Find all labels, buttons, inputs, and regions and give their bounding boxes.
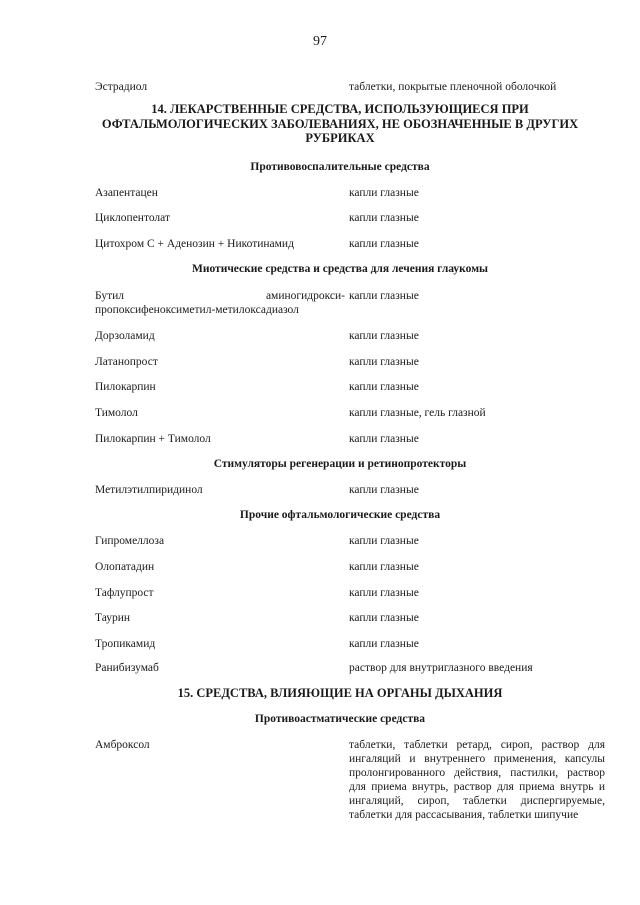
drug-name: Олопатадин — [95, 561, 155, 573]
drug-form: капли глазные — [349, 535, 419, 547]
drug-form: капли глазные, гель глазной — [349, 407, 486, 419]
drug-form: капли глазные — [349, 238, 419, 250]
drug-name: Гипромеллоза — [95, 535, 165, 547]
drug-name-part: Бутил — [95, 290, 124, 302]
drug-name: Таурин — [95, 612, 131, 624]
drug-form: капли глазные — [349, 433, 419, 445]
drug-name: Эстрадиол — [95, 81, 148, 93]
drug-name: Пилокарпин + Тимолол — [95, 433, 211, 445]
section-15-title: 15. СРЕДСТВА, ВЛИЯЮЩИЕ НА ОРГАНЫ ДЫХАНИЯ — [177, 686, 503, 700]
drug-name: Азапентацен — [95, 187, 158, 199]
drug-form: капли глазные — [349, 356, 419, 368]
group-title: Прочие офтальмологические средства — [239, 509, 441, 521]
group-title: Стимуляторы регенерации и ретинопротекторы — [213, 458, 467, 470]
drug-name: Метилэтилпиридинол — [95, 484, 203, 496]
drug-name: Тафлупрост — [95, 587, 154, 599]
drug-name: Ранибизумаб — [95, 662, 159, 674]
drug-form: капли глазные — [349, 290, 419, 302]
drug-name-line — [95, 289, 345, 303]
drug-form: таблетки, покрытые пленочной оболочкой — [349, 81, 557, 93]
drug-name: Тимолол — [95, 407, 138, 419]
drug-form: капли глазные — [349, 212, 419, 224]
group-title: Противовоспалительные средства — [250, 161, 430, 173]
drug-name — [95, 289, 345, 317]
drug-form: раствор для внутриглазного введения — [349, 662, 533, 674]
group-title: Противоастматические средства — [254, 713, 426, 725]
drug-name: Пилокарпин — [95, 381, 156, 393]
drug-form: капли глазные — [349, 330, 419, 342]
drug-name: Циклопентолат — [95, 212, 170, 224]
drug-form: капли глазные — [349, 612, 419, 624]
drug-form: капли глазные — [349, 561, 419, 573]
drug-name: Тропикамид — [95, 638, 156, 650]
drug-name: Латанопрост — [95, 356, 158, 368]
page-number: 97 — [313, 34, 327, 49]
drug-form: капли глазные — [349, 638, 419, 650]
drug-name: Амброксол — [95, 739, 150, 751]
drug-form: капли глазные — [349, 187, 419, 199]
drug-form: капли глазные — [349, 587, 419, 599]
drug-name: Дорзоламид — [95, 330, 155, 342]
drug-form: таблетки, таблетки ретард, сироп, раствор для ингаляций и внутреннего применения, капсулы пролонгированного действия, пастилки, раствор для приема внутрь, раствор для приема внутрь и ингаляций, сироп, таблетки диспергируемые, таблетки для рассасывания, таблетки шипучие — [349, 739, 605, 821]
section-14-title: 14. ЛЕКАРСТВЕННЫЕ СРЕДСТВА, ИСПОЛЬЗУЮЩИЕСЯ ПРИ ОФТАЛЬМОЛОГИЧЕСКИХ ЗАБОЛЕВАНИЯХ, НЕ ОБОЗНАЧЕННЫЕ В ДРУГИХ РУБРИКАХ — [101, 102, 579, 145]
drug-form: капли глазные — [349, 484, 419, 496]
group-title: Миотические средства и средства для лечения глаукомы — [191, 263, 489, 275]
drug-name-line: пропоксифеноксиметил-метилоксадиазол — [95, 304, 299, 316]
drug-form: капли глазные — [349, 381, 419, 393]
drug-name: Цитохром С + Аденозин + Никотинамид — [95, 238, 294, 250]
drug-name-part: аминогидрокси- — [265, 290, 345, 302]
